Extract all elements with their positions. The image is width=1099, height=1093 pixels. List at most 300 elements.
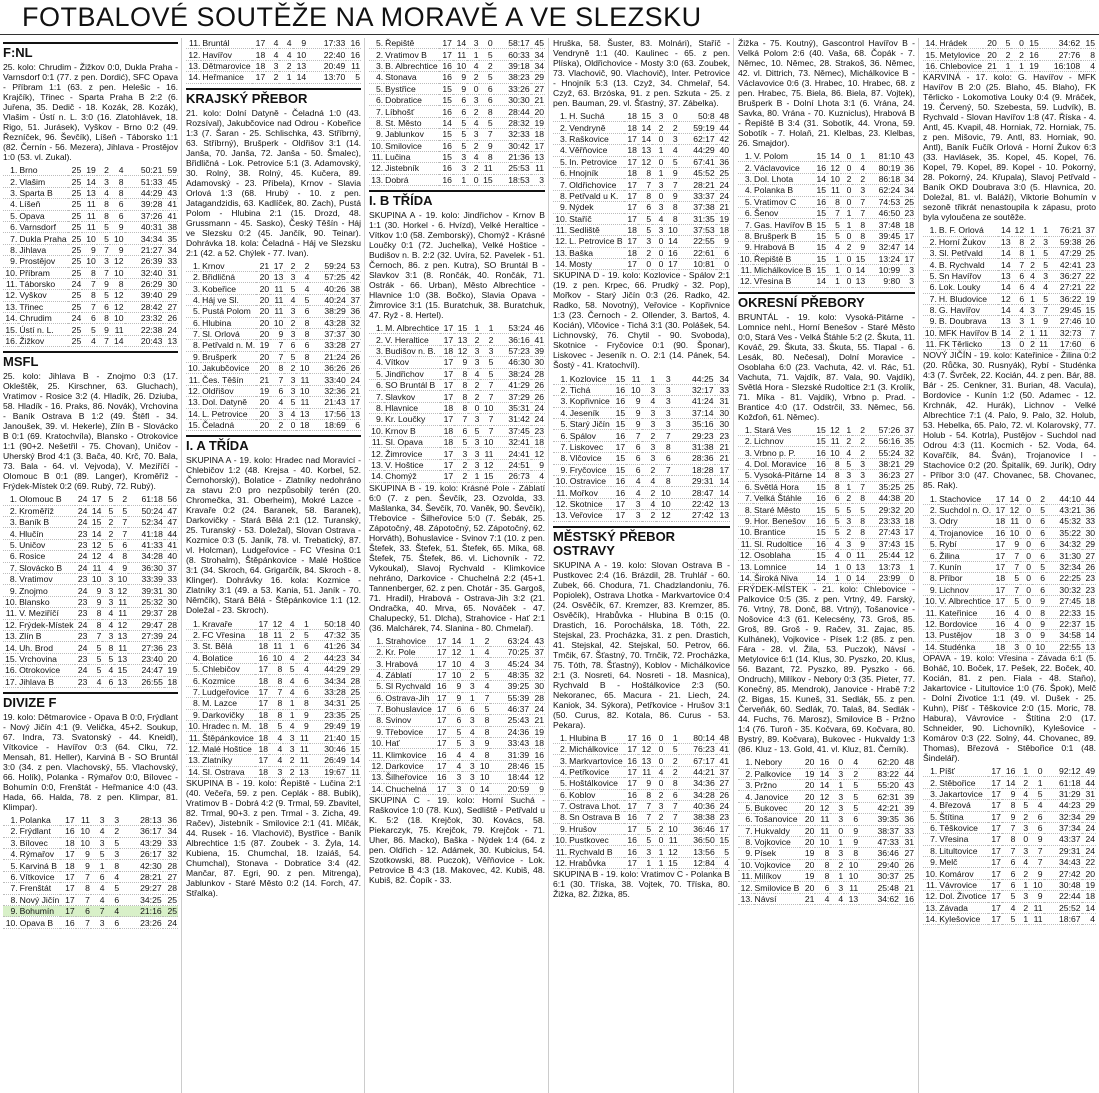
table-cell: 11 <box>296 743 310 754</box>
team-name: Vrchovina <box>18 653 74 664</box>
table-cell: 9. <box>923 316 938 327</box>
table-cell: 29:31 <box>672 475 715 486</box>
table-cell: 0 <box>284 420 296 431</box>
table-cell: 1 <box>283 698 295 709</box>
table-cell: 16:108 <box>1040 60 1081 71</box>
table-cell: 13. <box>553 247 568 258</box>
section-heading: KRAJSKÝ PŘEBOR <box>186 90 308 106</box>
table-cell: 30 <box>164 585 178 596</box>
table-cell: 35:16 <box>672 419 715 430</box>
team-name: B. Rychvald <box>938 259 998 270</box>
table-row <box>3 517 178 528</box>
table-cell: 1 <box>91 860 106 871</box>
table-cell: 4 <box>102 562 114 573</box>
table-cell: 8 <box>656 441 671 452</box>
team-name: Spálov <box>569 430 611 441</box>
table-cell: 6 <box>114 539 128 550</box>
table-cell: 9 <box>88 596 102 607</box>
table-cell: 17:33 <box>307 38 346 49</box>
table-cell: 8 <box>1012 247 1026 258</box>
table-cell: 24 <box>75 619 89 630</box>
table-cell: 17 <box>252 38 267 49</box>
table-cell: 23 <box>901 207 915 218</box>
table-cell: 4 <box>269 743 283 754</box>
team-name: Suchdol n. O. <box>939 505 992 516</box>
table-cell: 27:42 <box>672 510 715 521</box>
team-name: Znojmo <box>18 585 74 596</box>
table-cell: 6 <box>479 94 493 105</box>
team-name: Kozmice <box>201 675 255 686</box>
table-cell: 0 <box>716 259 730 270</box>
team-name: Ostrava-Jih <box>384 692 432 703</box>
team-name: Oldřichovice <box>568 179 624 190</box>
table-cell: 3 <box>1036 236 1049 247</box>
table-cell: 1. <box>923 493 938 504</box>
table-cell: 5 <box>284 351 296 362</box>
table-cell: 17 <box>611 441 626 452</box>
table-row <box>923 584 1096 595</box>
table-cell: 4. <box>3 849 19 860</box>
table-row <box>186 629 361 640</box>
table-cell: 1 <box>1025 316 1036 327</box>
table-cell: 1. <box>923 766 938 777</box>
table-cell: 8 <box>852 527 866 538</box>
table-cell: 7. <box>186 686 201 697</box>
table-cell: 18 <box>992 573 1006 584</box>
table-cell: 15 <box>530 760 545 771</box>
table-cell: 7 <box>97 335 110 346</box>
table-cell: 27:39 <box>128 630 164 641</box>
table-cell: 34 <box>163 244 178 255</box>
table-cell: 13 <box>998 339 1012 350</box>
table-cell: 6 <box>284 340 296 351</box>
table-cell: 9. <box>3 256 18 267</box>
table-cell: 4 <box>626 475 641 486</box>
table-cell: 11 <box>815 814 830 825</box>
table-cell: 28:21 <box>120 871 163 882</box>
table-cell: 16 <box>611 475 626 486</box>
table-cell: 12. <box>186 49 201 60</box>
table-cell: 5 <box>106 883 121 894</box>
table-cell: 21:36 <box>494 151 531 162</box>
table-cell: 17 <box>988 891 1002 902</box>
team-name: Rosice <box>18 551 74 562</box>
team-name: Mořkov <box>569 487 611 498</box>
table-cell: 0 <box>652 259 664 270</box>
team-name: Hor. Benešov <box>753 515 813 526</box>
table-cell: 5 <box>453 129 467 140</box>
table-cell: 23 <box>531 425 545 436</box>
table-cell: 13 <box>1082 641 1096 652</box>
table-cell: 1 <box>1016 766 1029 777</box>
table-cell: 25 <box>1082 247 1096 258</box>
table-cell: 35 <box>163 233 178 244</box>
table-row <box>3 335 178 346</box>
team-name: Písek <box>754 848 801 859</box>
table-cell: 3 <box>468 414 480 425</box>
table-cell: 10 <box>269 652 283 663</box>
table-cell: 24 <box>1082 834 1096 845</box>
table-row <box>369 163 545 174</box>
table-cell: 9 <box>448 681 463 692</box>
table-cell: 34 <box>901 185 915 196</box>
table-cell: 8 <box>110 278 125 289</box>
table-cell: 12 <box>656 510 671 521</box>
table-cell: 1 <box>830 871 844 882</box>
table-cell: 2 <box>1025 339 1036 350</box>
table-cell: 4 <box>1082 914 1096 925</box>
table-cell: 29:31 <box>1044 845 1082 856</box>
table-cell: 17 <box>531 140 545 151</box>
table-cell: 25:44 <box>866 549 901 560</box>
table-cell: 42 <box>347 271 361 282</box>
table-cell: 17 <box>440 334 454 345</box>
table-cell: 7 <box>1002 845 1016 856</box>
table-cell: 13 <box>114 676 128 687</box>
table-cell: 1. <box>186 261 201 272</box>
table-cell: 9 <box>293 38 308 49</box>
table-cell: 10 <box>1082 316 1096 327</box>
table-cell: 17 <box>988 845 1002 856</box>
table-cell: 16 <box>611 430 626 441</box>
table-cell: 5. <box>3 539 18 550</box>
match-report: SKUPINA B - 19. kolo: Řepiště - Lučina 2:1 (40. Večeřa, 59. z pen. Ceplák - 88. Bubík), Vratimov B - Dobrá 4:2 (9. Trmal, 59. Zbavitel, 82. Trmal, 90+3. z pen. Trmal - 3. Zicha, 49. Račev), Jistebník - Smilovice 2:1 (41. Mlčák, 44. Rusek - 16. Vlachovič), Bystřice - Baník Albrechtice 1:5 (87. Zoubek - 3. Žyla, 14. Kubiena, 15. Chumchal, 18. Izaiáš, 54. Chumchal), Stonava - Dobratice 3:4 (42. Mančar, 87. Egri, 90. z pen. Mitrenga), Jablunkov - Staré Město 0:2 (14. Forch, 47. Střalka). <box>186 777 361 898</box>
table-row <box>3 221 178 232</box>
table-cell: 13. <box>3 301 18 312</box>
table-cell: 30:30 <box>494 94 531 105</box>
table-row <box>738 458 915 469</box>
table-row <box>553 733 730 744</box>
table-cell: 37:37 <box>310 328 346 339</box>
table-cell: 15 <box>813 549 827 560</box>
table-cell: 8 <box>852 493 866 504</box>
table-cell: 8 <box>1081 49 1096 60</box>
table-cell: 11 <box>296 732 310 743</box>
table-cell: 2 <box>284 317 296 328</box>
team-name: Vrbno p. P. <box>753 447 813 458</box>
table-row <box>923 857 1096 868</box>
table-cell: 28 <box>164 608 178 619</box>
table-cell: 4 <box>1006 618 1020 629</box>
table-cell: 23 <box>75 528 89 539</box>
table-cell: 7. <box>553 441 569 452</box>
table-row <box>186 271 361 282</box>
team-name: Hrušov <box>568 823 623 834</box>
table-cell: 25 <box>347 686 361 697</box>
table-cell: 0 <box>1020 493 1032 504</box>
table-cell: 30 <box>530 681 545 692</box>
table-cell: 24:41 <box>494 448 530 459</box>
table-row <box>738 196 915 207</box>
table-cell: 0 <box>841 561 853 572</box>
table-cell: 5 <box>1032 561 1046 572</box>
table-cell: 1. <box>369 636 384 647</box>
table-row <box>186 755 361 766</box>
table-cell: 16 <box>624 812 638 823</box>
table-cell: 21 <box>531 94 545 105</box>
team-name: Šenov <box>753 207 813 218</box>
table-cell: 1 <box>283 641 295 652</box>
team-name: Sl. Orlová <box>201 328 256 339</box>
table-cell: 0 <box>652 835 664 846</box>
table-cell: 7 <box>114 517 128 528</box>
table-cell: 2 <box>841 527 853 538</box>
table-cell: 1 <box>827 276 841 287</box>
table-row <box>369 749 545 760</box>
table-cell: 6 <box>102 676 114 687</box>
match-report: 25. kolo: Chrudim - Žižkov 0:0, Dukla Praha - Varnsdorf 0:1 (77. z pen. Dordić), SFC Opava - Příbram 1:1 (63. z pen. Helešic - 16. Krajčík), Třinec - Sparta Praha B 2:2 (6. Juřena, 35. Dedič - 18. Kozák, 28. Kozák), Vlašim - Ústí n. L. 3:0 (16. Zlatohlávek, 18. Rigo, 51. Jurásek), Vyškov - Brno 0:2 (49. Řezníček, 96. Ševčík), Líšeň - Táborsko 1:1 (82. Černín - 56. Mezera), Jihlava - Prostějov 1:0 (53. vl. Zukal). <box>3 62 178 162</box>
table-cell: 0 <box>830 825 844 836</box>
table-cell: 5 <box>827 527 841 538</box>
table-cell: 1 <box>652 167 664 178</box>
table-cell: 17 <box>624 766 638 777</box>
table-cell: 8 <box>664 778 678 789</box>
table-cell: 1. <box>553 733 568 744</box>
table-row <box>186 732 361 743</box>
table-cell: 8 <box>1002 800 1016 811</box>
table-row <box>3 608 178 619</box>
table-cell: 5 <box>476 703 491 714</box>
table-cell: 15 <box>1082 618 1096 629</box>
table-cell: 2 <box>468 391 480 402</box>
table-cell: 3 <box>462 681 475 692</box>
table-cell: 12 <box>638 743 652 754</box>
team-name: Lok. Louky <box>938 282 998 293</box>
team-name: Frýdek-Místek <box>19 619 74 630</box>
table-cell: 14 <box>347 755 361 766</box>
table-cell: 12 <box>815 802 830 813</box>
table-cell: 7 <box>1082 327 1096 338</box>
table-cell: 37 <box>716 766 730 777</box>
table-cell: 8 <box>269 675 283 686</box>
table-cell: 10 <box>476 772 491 783</box>
table-cell: 39:25 <box>490 681 530 692</box>
table-cell: 14. <box>738 572 753 583</box>
table-cell: 9. <box>369 726 384 737</box>
team-name: FK Těrlicko <box>938 339 998 350</box>
table-cell: 39 <box>531 345 545 356</box>
table-cell: 3 <box>480 345 494 356</box>
table-cell: 3 <box>462 772 475 783</box>
table-cell: 11 <box>852 549 866 560</box>
table-cell: 11 <box>827 436 841 447</box>
table-cell: 16 <box>346 49 361 60</box>
table-cell: 24 <box>530 703 545 714</box>
table-cell: 2 <box>664 766 678 777</box>
table-row <box>553 510 730 521</box>
table-row <box>923 561 1096 572</box>
team-name: Petřkovice <box>568 766 623 777</box>
table-row <box>738 779 915 790</box>
table-cell: 48 <box>716 111 730 122</box>
table-cell: 7 <box>626 430 641 441</box>
table-cell: 8. <box>3 244 18 255</box>
table-cell: 10 <box>82 256 97 267</box>
table-cell: 41 <box>164 539 178 550</box>
table-cell: 15 <box>454 323 468 334</box>
team-name: Chrudim <box>18 313 67 324</box>
team-name: Chlebičov <box>201 663 255 674</box>
table-cell: 24 <box>75 517 89 528</box>
table-cell: 22:61 <box>679 247 716 258</box>
table-row <box>186 641 361 652</box>
table-cell: 7. <box>3 233 18 244</box>
table-cell: 27:42 <box>1044 868 1082 879</box>
table-cell: 1. <box>553 111 568 122</box>
table-row <box>186 397 361 408</box>
table-cell: 2 <box>1016 811 1029 822</box>
table-cell: 1 <box>467 49 479 60</box>
table-cell: 8 <box>479 151 493 162</box>
table-cell: 9. <box>369 129 384 140</box>
table-cell: 10 <box>815 836 830 847</box>
table-row <box>369 83 545 94</box>
table-cell: 0 <box>652 133 664 144</box>
table-cell: 30 <box>531 357 545 368</box>
table-row <box>3 505 178 516</box>
table-cell: 41 <box>716 743 730 754</box>
table-cell: 10. <box>3 596 18 607</box>
table-cell: 11 <box>638 766 652 777</box>
table-cell: 26 <box>900 859 915 870</box>
team-name: Janovice <box>754 791 801 802</box>
table-cell: 4 <box>642 498 657 509</box>
table-cell: 18 <box>60 837 75 848</box>
table-cell: 16 <box>624 755 638 766</box>
table-cell: 0 <box>841 572 853 583</box>
table-cell: 7. <box>369 106 384 117</box>
table-cell: 8. <box>3 573 18 584</box>
table-cell: 21 <box>800 893 815 904</box>
table-row <box>3 199 178 210</box>
table-cell: 19 <box>347 720 361 731</box>
table-cell: 17 <box>624 743 638 754</box>
table-cell: 3 <box>467 94 479 105</box>
team-name: Dol. Datyně <box>201 397 256 408</box>
table-cell: 13 <box>114 630 128 641</box>
team-name: Hať <box>384 738 432 749</box>
table-cell: 1. <box>3 494 18 505</box>
team-name: Lichnov <box>938 584 992 595</box>
table-cell: 18 <box>252 49 267 60</box>
team-name: Stěbořice <box>938 777 987 788</box>
table-cell: 8 <box>296 317 310 328</box>
table-cell: 3. <box>186 641 201 652</box>
table-cell: 9 <box>852 538 866 549</box>
table-cell: 5 <box>102 653 114 664</box>
table-cell: 3 <box>468 357 480 368</box>
team-name: Melč <box>938 857 987 868</box>
table-row <box>186 363 361 374</box>
table-cell: 0 <box>462 783 475 794</box>
table-cell: 8 <box>844 848 859 859</box>
table-cell: 59:24 <box>310 261 346 272</box>
team-name: Opava B <box>19 917 61 928</box>
table-row <box>923 834 1096 845</box>
table-cell: 5 <box>638 835 652 846</box>
table-cell: 3 <box>642 384 657 395</box>
table-cell: 3 <box>97 176 110 187</box>
team-name: Třinec <box>18 301 67 312</box>
table-cell: 10 <box>656 498 671 509</box>
table-cell: 0 <box>841 253 852 264</box>
table-cell: 10. <box>369 738 384 749</box>
table-cell: 16 <box>60 917 75 928</box>
table-cell: 17 <box>255 618 269 629</box>
table-cell: 24 <box>347 374 361 385</box>
table-row <box>923 327 1096 338</box>
table-cell: 20 <box>800 836 815 847</box>
table-cell: 34 <box>531 60 545 71</box>
table-cell: 12. <box>369 760 384 771</box>
table-cell: 1. <box>3 815 19 826</box>
table-cell: 15 <box>611 419 626 430</box>
table-cell: 7 <box>76 871 91 882</box>
table-cell: 17 <box>988 879 1002 890</box>
table-cell: 17 <box>440 357 454 368</box>
table-cell: 20 <box>800 825 815 836</box>
table-row <box>553 213 730 224</box>
table-cell: 20 <box>256 306 270 317</box>
column-2 <box>186 38 361 1093</box>
table-cell: 15 <box>813 151 827 162</box>
table-cell: 8 <box>110 187 125 198</box>
table-cell: 3 <box>626 498 641 509</box>
match-report: 25. kolo: Jihlava B - Znojmo 0:3 (17. Okleštěk, 25. Kirschner, 63. Gluchach), Vratimov - Rosice 3:2 (4. Hladík, 26. Dziuba, 58. Hladík - 16. Praks, 86. Novák), Vrchovina - Baník Ostrava B 1:2 (49. Štěfl - 34. Janoušek, 39. vl. Hekerle), Zlín B - Slovácko B 0:1 (69. Kratochvíla), Blansko - Otrokovice 1:1 (90+2. Nešetřil - 75. Chovan), Uničov - Uherský Brod 4:1 (3. Bača, 40. Krč, 70. Bala, 73. Bala - 64. vl. Vejvoda), V. Meziříčí - Olomouc B 0:1 (89. Langer), Kroměříž - Frýdek-Místek 0:2 (69. Rubý, 72. Rubý). <box>3 371 178 492</box>
table-cell: 9. <box>553 823 568 834</box>
table-cell: 11 <box>88 562 102 573</box>
table-cell: 7 <box>664 179 678 190</box>
table-cell: 25 <box>163 894 178 905</box>
table-cell: 6. <box>553 789 568 800</box>
table-cell: 6 <box>448 703 463 714</box>
table-cell: 2. <box>369 646 384 657</box>
table-cell: 4 <box>110 165 125 176</box>
table-cell: 16 <box>813 458 827 469</box>
table-cell: 16 <box>992 607 1006 618</box>
table-cell: 16 <box>900 893 915 904</box>
table-cell: 26 <box>531 380 545 391</box>
table-row <box>369 140 545 151</box>
table-cell: 0 <box>901 572 915 583</box>
team-name: Sedliště <box>568 224 624 235</box>
table-cell: 12. <box>369 448 384 459</box>
table-cell: 6 <box>1012 270 1026 281</box>
table-cell: 8 <box>82 290 97 301</box>
table-cell: 8 <box>296 698 310 709</box>
table-cell: 12. <box>738 882 754 893</box>
section-rule <box>369 190 545 192</box>
table-cell: 4 <box>476 646 491 657</box>
table-cell: 0 <box>638 259 652 270</box>
table-cell: 19 <box>800 871 815 882</box>
table-cell: 32:47 <box>866 242 901 253</box>
table-cell: 34:58 <box>1046 630 1082 641</box>
table-cell: 20:59 <box>490 783 530 794</box>
table-cell: 32:73 <box>1049 327 1082 338</box>
table-cell: 14 <box>998 259 1012 270</box>
table-cell: 17 <box>624 857 638 868</box>
table-cell: 11 <box>76 815 91 826</box>
table-cell: 16 <box>813 162 827 173</box>
table-cell: 3 <box>284 328 296 339</box>
table-cell: 1. <box>369 323 384 334</box>
table-row <box>186 709 361 720</box>
table-cell: 47:33 <box>859 836 900 847</box>
table-row <box>186 72 361 83</box>
table-cell: 6. <box>186 317 201 328</box>
table-cell: 10 <box>82 233 97 244</box>
